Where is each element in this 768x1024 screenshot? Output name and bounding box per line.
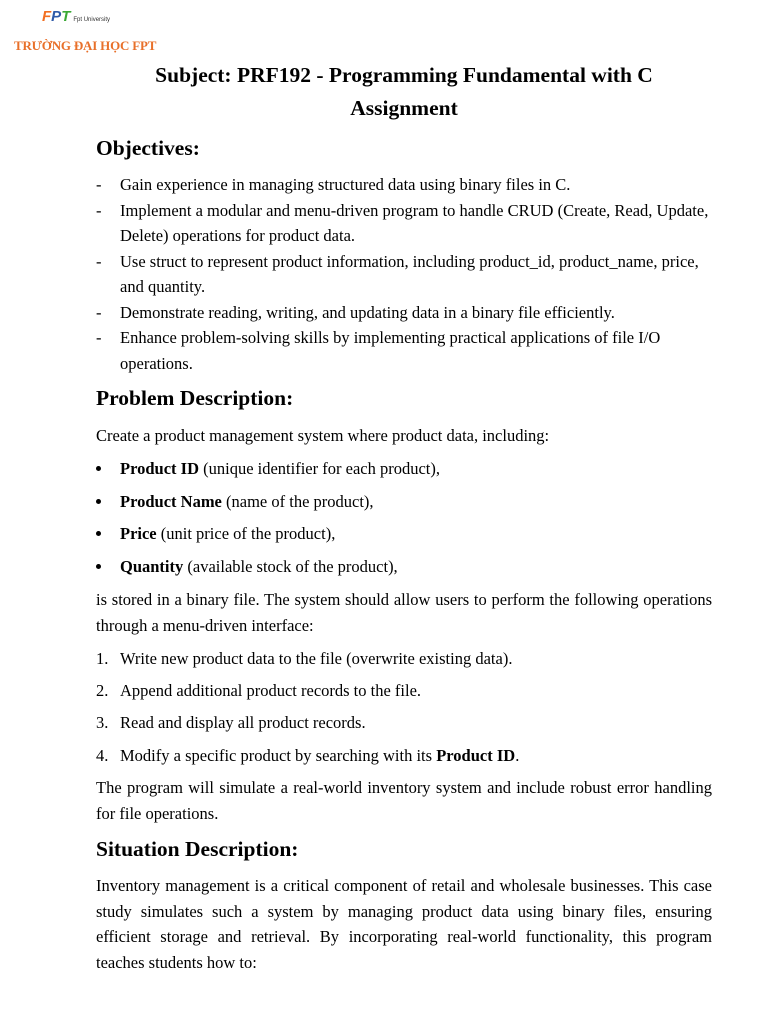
logo-letter-f: F xyxy=(42,8,52,25)
objectives-list xyxy=(96,172,712,376)
bullet-dot xyxy=(96,466,101,471)
situation-text: Inventory management is a critical component of retail and wholesale businesses. This case study simulates such a system by managing product data using binary files, ensuring efficient storage and retrieval. By incorporating real-world functionality, this program teaches students how to: xyxy=(96,876,712,972)
objective-text: Use struct to represent product information, including product_id, product_name, price, and quantity. xyxy=(120,251,699,296)
situation-heading: Situation Description: xyxy=(96,837,299,861)
list-item xyxy=(96,198,712,249)
field-desc: (unit price of the product), xyxy=(156,524,336,543)
operation-text: Read and display all product records. xyxy=(120,713,366,732)
dash-marker: - xyxy=(96,175,102,194)
problem-middle: is stored in a binary file. The system should allow users to perform the following operations through a menu-driven interface: xyxy=(96,590,712,635)
dash-marker: - xyxy=(96,251,102,271)
list-item xyxy=(96,249,712,300)
document-title xyxy=(96,59,712,125)
field-term: Quantity xyxy=(120,557,184,576)
operation-item xyxy=(96,743,712,768)
field-desc: (name of the product), xyxy=(221,492,374,511)
list-item xyxy=(96,300,712,326)
item-number: 4. xyxy=(96,746,109,765)
objective-text: Implement a modular and menu-driven program to handle CRUD (Create, Read, Update, Delete) operations for product data. xyxy=(120,200,709,245)
problem-intro: Create a product management system where product data, including: xyxy=(96,426,550,445)
bullet-dot xyxy=(96,499,101,504)
logo-letter-t: T xyxy=(61,8,71,25)
field-item xyxy=(96,554,712,579)
dash-marker: - xyxy=(96,328,102,347)
objective-text: Enhance problem-solving skills by implementing practical applications of file I/O operations. xyxy=(120,328,661,373)
title-line-2: Assignment xyxy=(350,96,458,120)
dash-marker: - xyxy=(96,200,102,220)
fpt-university-logo xyxy=(14,8,157,56)
title-line-1: Subject: PRF192 - Programming Fundamental with C xyxy=(155,63,653,87)
operation-text: Write new product data to the file (overwrite existing data). xyxy=(120,649,513,668)
field-term: Price xyxy=(120,524,157,543)
fpt-logo-mark xyxy=(42,8,110,26)
field-item xyxy=(96,456,712,481)
logo-subtext: Fpt University xyxy=(73,17,111,23)
university-name: TRƯỜNG ĐẠI HỌC FPT xyxy=(14,38,157,53)
operation-bold-term: Product ID xyxy=(436,746,516,765)
dash-marker: - xyxy=(96,302,102,322)
objective-text: Demonstrate reading, writing, and updating data in a binary file efficiently. xyxy=(120,302,615,322)
problem-closing: The program will simulate a real-world inventory system and include robust error handling for file operations. xyxy=(96,778,712,823)
field-item xyxy=(96,521,712,546)
objectives-heading: Objectives: xyxy=(96,136,200,160)
operation-text: Append additional product records to the file. xyxy=(120,681,422,700)
list-item xyxy=(96,172,712,198)
operation-item xyxy=(96,710,712,735)
field-term: Product ID xyxy=(120,459,199,478)
list-item xyxy=(96,325,712,376)
item-number: 2. xyxy=(96,681,109,700)
item-number: 3. xyxy=(96,713,109,732)
field-desc: (available stock of the product), xyxy=(183,557,398,576)
field-term: Product Name xyxy=(120,492,222,511)
field-item xyxy=(96,489,712,514)
operation-item xyxy=(96,678,712,703)
operation-after: . xyxy=(515,746,520,765)
bullet-dot xyxy=(96,564,101,569)
operation-item xyxy=(96,646,712,671)
problem-heading: Problem Description: xyxy=(96,386,294,410)
objective-text: Gain experience in managing structured data using binary files in C. xyxy=(120,175,571,194)
logo-letter-p: P xyxy=(51,8,62,25)
bullet-dot xyxy=(96,531,101,536)
operation-text: Modify a specific product by searching with its xyxy=(120,746,437,765)
item-number: 1. xyxy=(96,649,109,668)
field-desc: (unique identifier for each product), xyxy=(199,459,440,478)
